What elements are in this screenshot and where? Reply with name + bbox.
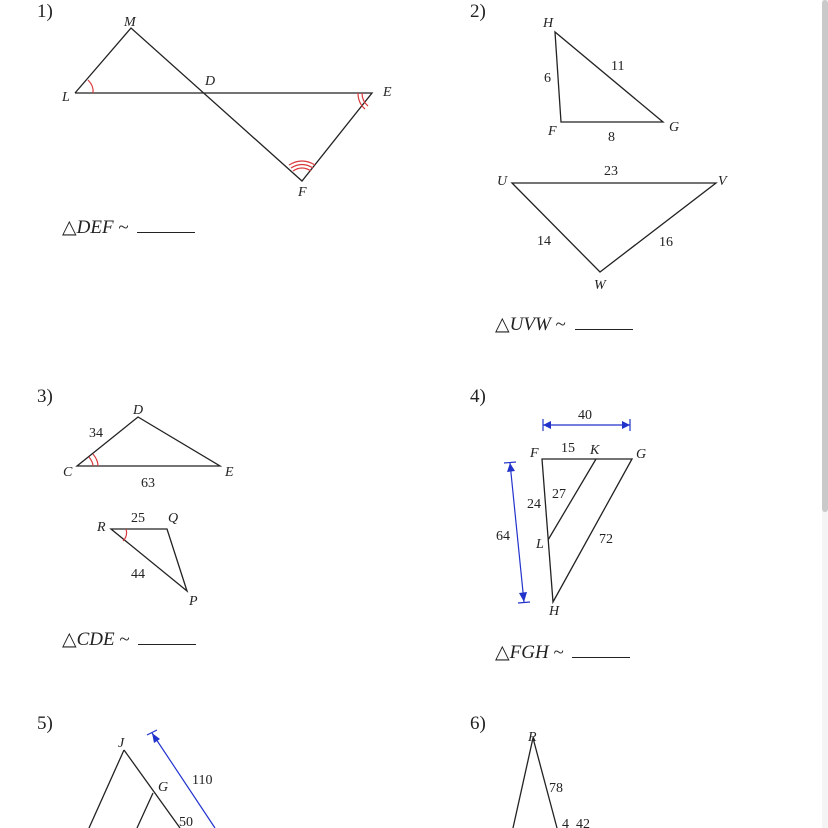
vertex-G: G [669, 120, 680, 135]
similar-symbol: ~ [119, 629, 130, 650]
answer-line-2 [495, 313, 633, 336]
vertex-F: F [530, 446, 539, 461]
vertex-E: E [225, 465, 234, 480]
length-RP: 44 [131, 567, 145, 582]
length-KL: 27 [552, 487, 566, 502]
vertex-M: M [124, 15, 136, 30]
triangle-name: DEF [76, 217, 114, 238]
triangle-name: UVW [509, 314, 551, 335]
problem-number-2: 2) [470, 1, 486, 22]
similar-symbol: ~ [555, 314, 566, 335]
triangle-symbol: △ [62, 629, 77, 650]
length-CD: 34 [89, 426, 103, 441]
vertex-R: R [528, 730, 537, 745]
length-HF: 6 [544, 71, 551, 86]
similar-symbol: ~ [553, 642, 564, 663]
length-UW: 14 [537, 234, 551, 249]
answer-line-1 [62, 216, 195, 239]
length-side: 64 [496, 529, 510, 544]
triangle-symbol: △ [495, 642, 510, 663]
vertex-D: D [133, 403, 144, 418]
answer-blank[interactable] [138, 630, 196, 645]
vertex-L: L [62, 90, 70, 105]
length-GH: 72 [599, 532, 613, 547]
vertex-J: J [118, 736, 125, 751]
vertex-G: G [158, 780, 169, 795]
length-seg: 50 [179, 815, 193, 828]
length-FK: 15 [561, 441, 575, 456]
triangle-symbol: △ [495, 314, 510, 335]
length-VW: 16 [659, 235, 673, 250]
length-RQ: 25 [131, 511, 145, 526]
vertex-G: G [636, 447, 647, 462]
problem-number-4: 4) [470, 386, 486, 407]
length-c: 42 [576, 817, 590, 828]
vertex-L: L [536, 537, 544, 552]
length-HG: 11 [611, 59, 625, 74]
vertex-H: H [549, 604, 560, 619]
vertex-P: P [189, 594, 198, 609]
problem-number-6: 6) [470, 713, 486, 734]
scrollbar-thumb[interactable] [822, 0, 828, 512]
vertex-K: K [590, 443, 600, 458]
problem-number-5: 5) [37, 713, 53, 734]
answer-blank[interactable] [572, 643, 630, 658]
triangle-name: CDE [76, 629, 115, 650]
vertex-F: F [548, 124, 557, 139]
answer-blank[interactable] [137, 218, 195, 233]
length-FG: 8 [608, 130, 615, 145]
triangle-name: FGH [509, 642, 549, 663]
vertex-H: H [543, 16, 554, 31]
answer-line-3 [62, 628, 196, 651]
answer-blank[interactable] [575, 315, 633, 330]
answer-line-4 [495, 641, 630, 664]
vertex-W: W [594, 278, 606, 293]
vertex-Q: Q [168, 511, 179, 526]
vertex-C: C [63, 465, 73, 480]
problem-number-1: 1) [37, 1, 53, 22]
length-a: 78 [549, 781, 563, 796]
length-blue: 110 [192, 773, 213, 788]
vertex-R: R [97, 520, 106, 535]
length-top: 40 [578, 408, 592, 423]
length-CE: 63 [141, 476, 155, 491]
vertex-U: U [497, 174, 508, 189]
vertex-V: V [718, 174, 727, 189]
vertex-D: D [205, 74, 216, 89]
length-b: 4 [562, 817, 569, 828]
vertex-E: E [383, 85, 392, 100]
similar-symbol: ~ [118, 217, 129, 238]
problem-number-3: 3) [37, 386, 53, 407]
length-FL: 24 [527, 497, 541, 512]
triangle-symbol: △ [62, 217, 77, 238]
length-UV: 23 [604, 164, 618, 179]
vertex-F: F [298, 185, 307, 200]
